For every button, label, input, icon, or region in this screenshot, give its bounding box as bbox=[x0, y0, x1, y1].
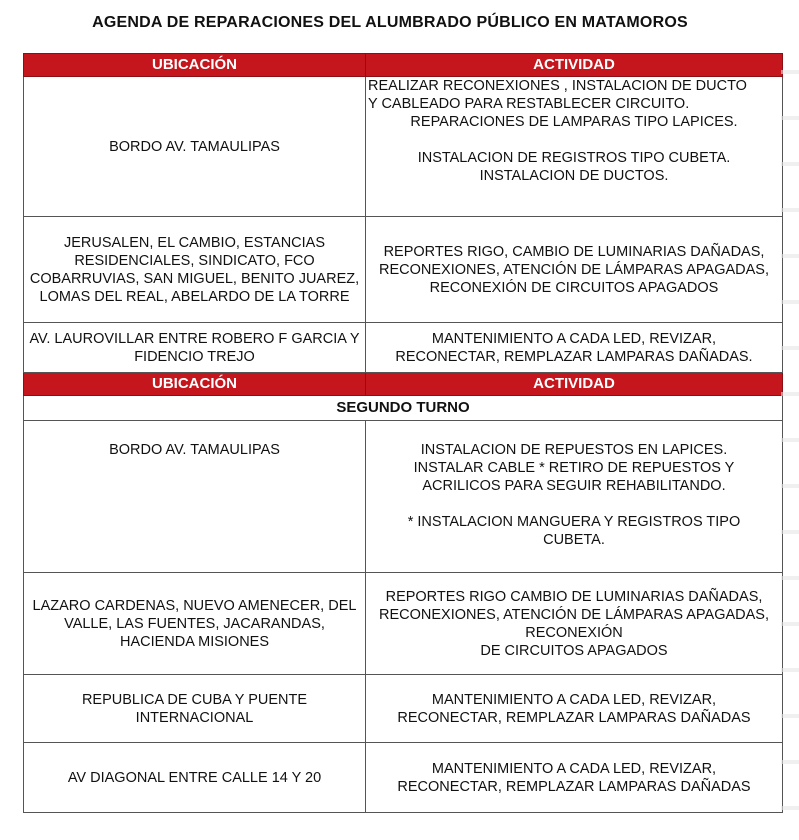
activity-line: MANTENIMIENTO A CADA LED, REVIZAR, bbox=[431, 691, 717, 708]
table-row bbox=[24, 743, 783, 813]
activity-cell bbox=[366, 675, 783, 743]
activity-line: DE CIRCUITOS APAGADOS bbox=[480, 642, 668, 659]
activity-line: REALIZAR RECONEXIONES , INSTALACION DE DUCTO bbox=[368, 78, 747, 94]
activity-line: INSTALAR CABLE * RETIRO DE REPUESTOS Y bbox=[413, 460, 735, 476]
activity-line: INSTALACION DE DUCTOS. bbox=[479, 168, 669, 184]
activity-line: REPORTES RIGO CAMBIO DE LUMINARIAS DAÑADAS, bbox=[385, 588, 763, 605]
table-header-row bbox=[24, 54, 783, 77]
table-row bbox=[24, 421, 783, 573]
table-header-row bbox=[24, 373, 783, 396]
location-cell: AV DIAGONAL ENTRE CALLE 14 Y 20 bbox=[24, 743, 366, 813]
header-activity: ACTIVIDAD bbox=[366, 54, 783, 77]
activity-cell bbox=[366, 323, 783, 373]
activity-line: RECONEXIÓN DE CIRCUITOS APAGADOS bbox=[429, 279, 719, 296]
activity-line: MANTENIMIENTO A CADA LED, REVIZAR, bbox=[431, 330, 717, 347]
activity-line: RECONECTAR, REMPLAZAR LAMPARAS DAÑADAS. bbox=[395, 348, 753, 365]
activity-line: CUBETA. bbox=[543, 532, 605, 548]
table-row bbox=[24, 217, 783, 323]
location-cell: JERUSALEN, EL CAMBIO, ESTANCIAS RESIDENCIALES, SINDICATO, FCO COBARRUVIAS, SAN MIGUEL, BENITO JUAREZ, LOMAS DEL REAL, ABELARDO DE LA TORRE bbox=[24, 217, 366, 323]
location-cell: BORDO AV. TAMAULIPAS bbox=[24, 77, 366, 217]
repair-schedule-table bbox=[23, 53, 783, 813]
activity-cell bbox=[366, 573, 783, 675]
table-row bbox=[24, 77, 783, 217]
activity-line bbox=[368, 131, 780, 149]
activity-line: REPORTES RIGO, CAMBIO DE LUMINARIAS DAÑADAS, bbox=[383, 243, 765, 260]
activity-line: INSTALACION DE REGISTROS TIPO CUBETA. bbox=[417, 150, 731, 166]
table-row bbox=[24, 573, 783, 675]
location-cell: REPUBLICA DE CUBA Y PUENTE INTERNACIONAL bbox=[24, 675, 366, 743]
shift-label: SEGUNDO TURNO bbox=[24, 396, 783, 421]
activity-line: RECONEXIONES, ATENCIÓN DE LÁMPARAS APAGADAS, bbox=[379, 261, 769, 278]
activity-cell bbox=[366, 217, 783, 323]
table-row bbox=[24, 675, 783, 743]
location-cell: LAZARO CARDENAS, NUEVO AMENECER, DEL VALLE, LAS FUENTES, JACARANDAS, HACIENDA MISIONES bbox=[24, 573, 366, 675]
edge-watermark-pattern bbox=[781, 40, 799, 830]
location-cell: BORDO AV. TAMAULIPAS bbox=[24, 421, 366, 573]
activity-line: ACRILICOS PARA SEGUIR REHABILITANDO. bbox=[422, 478, 726, 494]
activity-line: RECONEXIÓN bbox=[525, 624, 623, 641]
activity-line bbox=[368, 495, 780, 513]
activity-cell bbox=[366, 743, 783, 813]
shift-row bbox=[24, 396, 783, 421]
activity-line: MANTENIMIENTO A CADA LED, REVIZAR, bbox=[431, 760, 717, 777]
activity-line: RECONECTAR, REMPLAZAR LAMPARAS DAÑADAS bbox=[397, 778, 751, 795]
document-title: AGENDA DE REPARACIONES DEL ALUMBRADO PÚBLICO EN MATAMOROS bbox=[92, 14, 688, 31]
activity-line: INSTALACION DE REPUESTOS EN LAPICES. bbox=[420, 442, 728, 458]
activity-line: * INSTALACION MANGUERA Y REGISTROS TIPO bbox=[407, 514, 741, 530]
activity-line: Y CABLEADO PARA RESTABLECER CIRCUITO. bbox=[368, 96, 690, 112]
activity-line: RECONECTAR, REMPLAZAR LAMPARAS DAÑADAS bbox=[397, 709, 751, 726]
table-row bbox=[24, 323, 783, 373]
header-activity: ACTIVIDAD bbox=[366, 373, 783, 396]
header-location: UBICACIÓN bbox=[24, 373, 366, 396]
header-location: UBICACIÓN bbox=[24, 54, 366, 77]
activity-line: RECONEXIONES, ATENCIÓN DE LÁMPARAS APAGADAS, bbox=[379, 606, 769, 623]
activity-line: REPARACIONES DE LAMPARAS TIPO LAPICES. bbox=[410, 114, 738, 130]
activity-cell bbox=[366, 77, 783, 217]
activity-cell bbox=[366, 421, 783, 573]
location-cell: AV. LAUROVILLAR ENTRE ROBERO F GARCIA Y FIDENCIO TREJO bbox=[24, 323, 366, 373]
